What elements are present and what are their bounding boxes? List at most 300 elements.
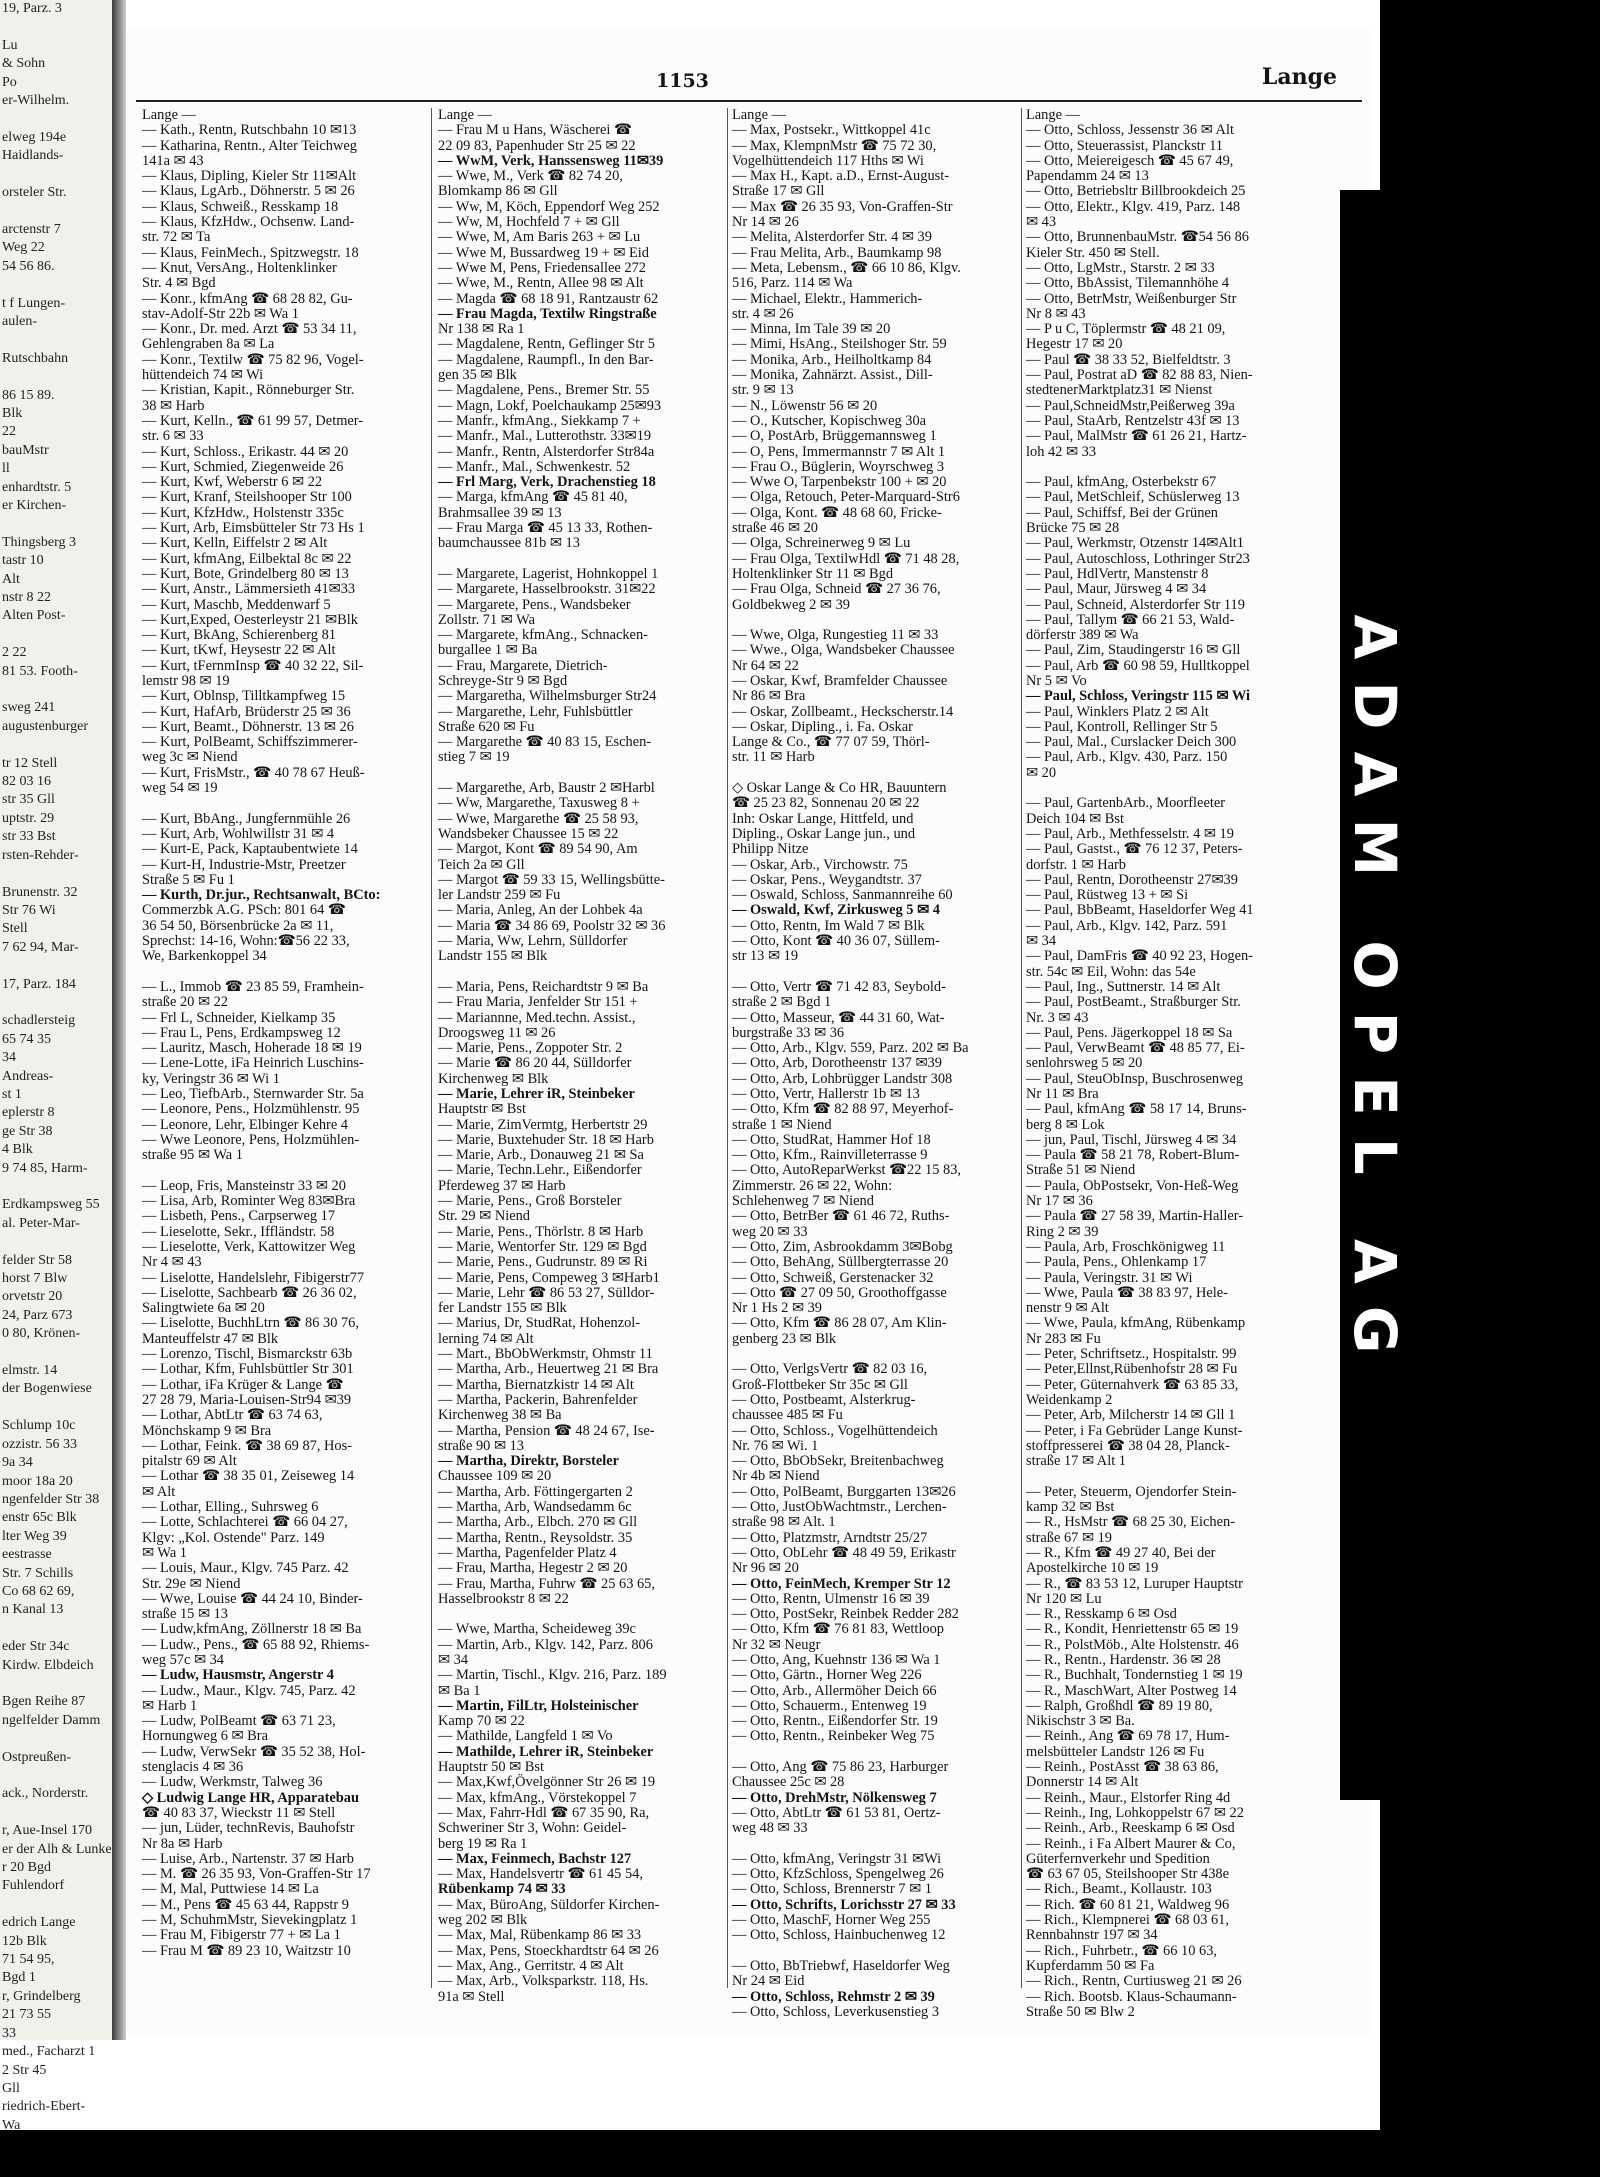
directory-entry-line: — Martha, Arb. Föttingergarten 2 xyxy=(438,1483,633,1500)
previous-page-line: Kirdw. Elbdeich xyxy=(2,1657,94,1673)
directory-entry-line: — Otto, Kfm., Rainvilleterrasse 9 xyxy=(732,1147,928,1164)
directory-entry-line: — Minna, Im Tale 39 ✉ 20 xyxy=(732,321,891,338)
previous-page-line xyxy=(0,1730,112,1748)
directory-entry-line: — Monika, Zahnärzt. Assist., Dill- xyxy=(732,367,933,384)
directory-entry-line: straße 2 ✉ Bgd 1 xyxy=(732,994,832,1011)
directory-entry-line: stoffpresserei ☎ 38 04 28, Planck- xyxy=(1026,1437,1230,1454)
directory-entry-line: — Lieselotte, Verk, Kattowitzer Weg xyxy=(142,1238,356,1255)
directory-entry-line: — Wwe, Paula, kfmAng, Rübenkamp xyxy=(1026,1315,1246,1332)
directory-entry-line: — Ludw, VerwSekr ☎ 35 52 38, Hol- xyxy=(142,1743,366,1760)
directory-entry-line: — Peter, Steuerm, Ojendorfer Stein- xyxy=(1026,1483,1237,1500)
directory-entry-line: Papendamm 24 ✉ 13 xyxy=(1026,168,1149,185)
previous-page-line: 2 Str 45 xyxy=(2,2062,47,2078)
directory-entry-line: — Rich., Beamt., Kollaustr. 103 xyxy=(1026,1881,1212,1898)
directory-entry-line: — Oskar, Arb., Virchowstr. 75 xyxy=(732,856,908,873)
directory-entry-line: — Otto, Kfm ☎ 86 28 07, Am Klin- xyxy=(732,1315,947,1332)
directory-entry-line: — Lauritz, Masch, Hoherade 18 ✉ 19 xyxy=(142,1040,362,1057)
advertisement-text: ADAM OPEL AG xyxy=(1340,190,1410,1800)
directory-entry-line: — Otto, LgMstr., Starstr. 2 ✉ 33 xyxy=(1026,259,1215,276)
directory-entry-line: — Marie, Pens., Gudrunstr. 89 ✉ Ri xyxy=(438,1254,648,1271)
directory-entry-line: — M. ☎ 26 35 93, Von-Graffen-Str 17 xyxy=(142,1866,371,1883)
previous-page-line xyxy=(0,1620,112,1638)
directory-entry-line: — Kurt, Arb, Eimsbütteler Str 73 Hs 1 xyxy=(142,520,365,537)
directory-entry-line: — Meta, Lebensm., ☎ 66 10 86, Klgv. xyxy=(732,259,961,276)
directory-entry-line: Güterfernverkehr und Spedition xyxy=(1026,1850,1210,1867)
previous-page-line xyxy=(0,1675,112,1693)
previous-page-line: Fuhlendorf xyxy=(2,1878,65,1894)
previous-page-line: t f Lungen- xyxy=(2,295,65,311)
directory-entry-line: — Reinh., Ang ☎ 69 78 17, Hum- xyxy=(1026,1728,1230,1745)
directory-entry-line: — Otto, Masseur, ☎ 44 31 60, Wat- xyxy=(732,1009,945,1026)
directory-entry-line: — Marga, kfmAng ☎ 45 81 40, xyxy=(438,489,628,506)
directory-entry-line: — Paul, Maur, Jürsweg 4 ✉ 34 xyxy=(1026,581,1207,598)
directory-entry-line: kamp 32 ✉ Bst xyxy=(1026,1499,1115,1516)
directory-entry-line: — Ww, M, Hochfeld 7 + ✉ Gll xyxy=(438,214,620,231)
directory-entry-line: — Max, Fahrr-Hdl ☎ 67 35 90, Ra, xyxy=(438,1804,650,1821)
directory-entry-line: — Martha, Arb., Elbch. 270 ✉ Gll xyxy=(438,1514,638,1531)
directory-entry-line: — Lothar, Kfm, Fuhlsbüttler Str 301 xyxy=(142,1361,354,1378)
directory-entry-line: — Magdalene, Pens., Bremer Str. 55 xyxy=(438,382,650,399)
directory-entry-line: Nr. 3 ✉ 43 xyxy=(1026,1009,1089,1026)
directory-entry-line: Nr 14 ✉ 26 xyxy=(732,214,799,231)
previous-page-line: ngelfelder Damm xyxy=(2,1712,101,1728)
previous-page-line: 21 73 55 xyxy=(2,2007,51,2023)
directory-entry-line: str. 9 ✉ 13 xyxy=(732,382,794,399)
directory-page xyxy=(126,30,1372,2035)
previous-page-line: ack., Norderstr. xyxy=(2,1786,89,1802)
previous-page-line: rsten-Rehder- xyxy=(2,847,79,863)
directory-entry-line: — Kurt, HafArb, Brüderstr 25 ✉ 36 xyxy=(142,703,351,720)
directory-entry-line: — Otto, Schauerm., Entenweg 19 xyxy=(732,1697,927,1714)
directory-entry-line: — R., PolstMöb., Alte Holstenstr. 46 xyxy=(1026,1636,1239,1653)
directory-entry-line: Gehlengraben 8a ✉ La xyxy=(142,336,275,353)
directory-entry-line: — Otto, Arb., Allermöher Deich 66 xyxy=(732,1682,937,1699)
directory-entry-line: — Otto, Kfm ☎ 76 81 83, Wettloop xyxy=(732,1621,944,1638)
directory-entry-line: straße 98 ✉ Alt. 1 xyxy=(732,1514,836,1531)
directory-entry-line: ✉ Harb 1 xyxy=(142,1697,198,1714)
previous-page-line xyxy=(0,1399,112,1417)
directory-entry-line: Hauptstr 50 ✉ Bst xyxy=(438,1759,544,1776)
directory-entry-line: — Kurt, Arb, Wohlwillstr 31 ✉ 4 xyxy=(142,825,335,842)
directory-entry-line xyxy=(732,1347,1018,1362)
directory-entry-line: str. 6 ✉ 33 xyxy=(142,428,204,445)
directory-entry-line: — Lothar, Feink. ☎ 38 69 87, Hos- xyxy=(142,1437,353,1454)
directory-entry-line: — Wwe Leonore, Pens, Holzmühlen- xyxy=(142,1131,360,1148)
directory-entry-line: — Kurt, Bote, Grindelberg 80 ✉ 13 xyxy=(142,565,349,582)
directory-entry-line: — Paul, Gastst., ☎ 76 12 37, Peters- xyxy=(1026,841,1243,858)
directory-entry-line: lemstr 98 ✉ 19 xyxy=(142,672,230,689)
directory-entry-line: — Marie, Pens, Compeweg 3 ✉Harb1 xyxy=(438,1269,660,1286)
directory-entry-line: — Wwe, Margarethe ☎ 25 58 93, xyxy=(438,810,639,827)
directory-entry-line: — Oskar, Dipling., i. Fa. Oskar xyxy=(732,718,913,735)
directory-entry-line: str. 11 ✉ Harb xyxy=(732,749,815,766)
directory-entry-line: — Paul, Arb ☎ 60 98 59, Hulltkoppel xyxy=(1026,657,1250,674)
directory-entry-line: — Frau Melita, Arb., Baumkamp 98 xyxy=(732,244,942,261)
directory-entry-line: Donnerstr 14 ✉ Alt xyxy=(1026,1774,1139,1791)
directory-entry-line: — Wwe, Paula ☎ 38 83 97, Hele- xyxy=(1026,1284,1228,1301)
directory-entry-line: — Reinh., Arb., Reeskamp 6 ✉ Osd xyxy=(1026,1820,1235,1837)
directory-entry-line: — Melita, Alsterdorfer Str. 4 ✉ 39 xyxy=(732,229,932,246)
directory-entry-line: Dipling., Oskar Lange jun., und xyxy=(732,825,916,842)
directory-entry-line: — Paul, Tallym ☎ 66 21 53, Wald- xyxy=(1026,611,1235,628)
directory-entry-line: ◇ Ludwig Lange HR, Apparatebau xyxy=(142,1789,359,1806)
directory-entry-line: — Otto, Ang, Kuehnstr 136 ✉ Wa 1 xyxy=(732,1651,941,1668)
directory-entry-line: — Liselotte, Handelslehr, Fibigerstr77 xyxy=(142,1269,365,1286)
directory-entry-line: — Otto, KfzSchloss, Spengelweg 26 xyxy=(732,1866,944,1883)
previous-page-line: aulen- xyxy=(2,313,37,329)
directory-entry-line: — Martha, Direktr, Borsteler xyxy=(438,1453,620,1470)
directory-entry-line: — Frau L, Pens, Erdkampsweg 12 xyxy=(142,1024,341,1041)
directory-entry-line: Lange — xyxy=(732,107,786,123)
previous-page-line: 7 62 94, Mar- xyxy=(2,939,79,955)
directory-entry-line: — Martha, Rentn., Reysoldstr. 35 xyxy=(438,1529,633,1546)
directory-entry-line: — R., Kfm ☎ 49 27 40, Bei der xyxy=(1026,1544,1216,1561)
directory-entry-line xyxy=(438,766,724,781)
directory-entry-line: — Peter,Ellnst,Rübenhofstr 28 ✉ Fu xyxy=(1026,1361,1238,1378)
directory-entry-line: — Leonore, Pens., Holzmühlenstr. 95 xyxy=(142,1101,360,1118)
directory-entry-line: — Max, BüroAng, Süldorfer Kirchen- xyxy=(438,1896,660,1913)
directory-entry-line: ✉ 34 xyxy=(438,1651,469,1668)
previous-page-line: felder Str 58 xyxy=(2,1252,72,1268)
directory-entry-line: Apostelkirche 10 ✉ 19 xyxy=(1026,1560,1159,1577)
directory-entry-line: — Paul, Schloss, Veringstr 115 ✉ Wi xyxy=(1026,688,1250,705)
directory-entry-line: nenstr 9 ✉ Alt xyxy=(1026,1300,1109,1317)
directory-entry-line xyxy=(732,1837,1018,1852)
previous-page-line xyxy=(0,994,112,1012)
directory-entry-line: — Otto, Schloss, Leverkusenstieg 3 xyxy=(732,2003,940,2020)
previous-page-line: Brunenstr. 32 xyxy=(2,884,78,900)
directory-entry-line: — Otto, JustObWachtmstr., Lerchen- xyxy=(732,1499,947,1516)
directory-entry-line: Nr 4b ✉ Niend xyxy=(732,1468,820,1485)
directory-entry-line: — Kurt-E, Pack, Kaptaubentwiete 14 xyxy=(142,841,358,858)
directory-entry-line: Nr 283 ✉ Fu xyxy=(1026,1330,1101,1347)
directory-entry-line: — Lorenzo, Tischl, Bismarckstr 63b xyxy=(142,1346,353,1363)
previous-page-line xyxy=(0,1178,112,1196)
directory-entry-line: Nr. 76 ✉ Wi. 1 xyxy=(732,1437,819,1454)
scan-background-right xyxy=(1380,0,1600,2177)
previous-page-line: elweg 194e xyxy=(2,129,67,145)
previous-page-line: sweg 241 xyxy=(2,700,56,716)
directory-entry-line: — Max, Handelsvertr ☎ 61 45 54, xyxy=(438,1866,643,1883)
directory-entry-line: 38 ✉ Harb xyxy=(142,397,205,414)
previous-page-line xyxy=(0,331,112,349)
previous-page-line: Bgd 1 xyxy=(2,1970,36,1986)
directory-entry-line: straße 90 ✉ 13 xyxy=(438,1437,524,1454)
previous-page-line: 0 80, Krönen- xyxy=(2,1326,81,1342)
directory-entry-line: — Paul, Ing., Suttnerstr. 14 ✉ Alt xyxy=(1026,978,1221,995)
directory-entry-line xyxy=(732,613,1018,628)
previous-page-line: eplerstr 8 xyxy=(2,1105,55,1121)
directory-entry-line: — Otto, Rentn., Eißendorfer Str. 19 xyxy=(732,1713,938,1730)
previous-page-line: r, Grindelberg xyxy=(2,1988,81,2004)
directory-entry-line: ✉ 43 xyxy=(1026,214,1057,231)
directory-entry-line: — Oskar, Pens., Weygandtstr. 37 xyxy=(732,871,922,888)
directory-entry-line: ler Landstr 259 ✉ Fu xyxy=(438,887,561,904)
previous-page-line xyxy=(0,202,112,220)
directory-entry-line: — Marie, Pens., Zoppoter Str. 2 xyxy=(438,1040,623,1057)
directory-entry-line xyxy=(438,552,724,567)
directory-entry-line: — Lothar, Elling., Suhrsweg 6 xyxy=(142,1499,319,1516)
directory-entry-line xyxy=(732,1944,1018,1959)
previous-page-line xyxy=(0,368,112,386)
directory-entry-line: Straße 50 ✉ Blw 2 xyxy=(1026,2003,1135,2020)
directory-entry-line: — Olga, Kont. ☎ 48 68 60, Fricke- xyxy=(732,504,942,521)
directory-entry-line: Kirchenweg 38 ✉ Ba xyxy=(438,1407,562,1424)
directory-entry-line: — Max, Arb., Volksparkstr. 118, Hs. xyxy=(438,1973,649,1990)
previous-page-line xyxy=(0,18,112,36)
previous-page-line: n Kanal 13 xyxy=(2,1602,64,1618)
previous-page-line: bauMstr xyxy=(2,442,49,458)
directory-entry-line: — Margot, Kont ☎ 89 54 90, Am xyxy=(438,841,638,858)
previous-page-line: 54 56 86. xyxy=(2,258,55,274)
column-divider xyxy=(727,108,728,1988)
previous-page-line: er der Alh & Lunke xyxy=(2,1841,112,1857)
directory-entry-line: — Paul, kfmAng, Osterbekstr 67 xyxy=(1026,474,1217,491)
directory-entry-line: Lange & Co., ☎ 77 07 59, Thörl- xyxy=(732,734,930,751)
directory-entry-line xyxy=(1026,460,1312,475)
directory-entry-line: — Otto, BbObSekr, Breitenbachweg xyxy=(732,1453,944,1470)
directory-entry-line: — Paul, Autoschloss, Lothringer Str23 xyxy=(1026,550,1250,567)
directory-entry-line: Hegestr 17 ✉ 20 xyxy=(1026,336,1123,353)
previous-page-line: Lu xyxy=(2,37,18,53)
directory-entry-line: — Kurt, FrisMstr., ☎ 40 78 67 Heuß- xyxy=(142,764,365,781)
directory-entry-line: Sprechst: 14-16, Wohn:☎56 22 33, xyxy=(142,933,350,950)
directory-entry-line: — M., Pens ☎ 45 63 44, Rappstr 9 xyxy=(142,1896,350,1913)
directory-entry-line: — Oskar, Kwf, Bramfelder Chaussee xyxy=(732,672,948,689)
directory-entry-line: ky, Veringstr 36 ✉ Wi 1 xyxy=(142,1070,280,1087)
directory-entry-line: — Frau M ☎ 89 23 10, Waitzstr 10 xyxy=(142,1942,351,1959)
directory-entry-line: — Manfr., kfmAng., Siekkamp 7 + xyxy=(438,412,641,429)
directory-entry-line: — Frau O., Büglerin, Woyrschweg 3 xyxy=(732,458,945,475)
directory-entry-line: — Peter, Arb, Milcherstr 14 ✉ Gll 1 xyxy=(1026,1407,1236,1424)
directory-entry-line: — Kath., Rentn, Rutschbahn 10 ✉13 xyxy=(142,122,357,139)
directory-entry-line: Straße 17 ✉ Gll xyxy=(732,183,825,200)
directory-entry-line: Schreyge-Str 9 ✉ Bgd xyxy=(438,672,568,689)
directory-entry-line: — Paul, DamFris ☎ 40 92 23, Hogen- xyxy=(1026,948,1253,965)
previous-page-line: ge Str 38 xyxy=(2,1123,53,1139)
directory-entry-line: Philipp Nitze xyxy=(732,841,809,858)
directory-entry-line: — Paul, Arb., Klgv. 142, Parz. 591 xyxy=(1026,917,1228,934)
directory-entry-line: — Paul, Werkmstr, Otzenstr 14✉Alt1 xyxy=(1026,535,1244,552)
page-header xyxy=(126,30,1372,115)
directory-entry-line xyxy=(142,965,428,980)
previous-page-line: 2 22 xyxy=(2,645,27,661)
previous-page-line: enstr 65c Blk xyxy=(2,1510,77,1526)
previous-page-line xyxy=(0,626,112,644)
directory-entry-line: genberg 23 ✉ Blk xyxy=(732,1330,837,1347)
directory-entry-line: — Otto, Schloss, Brennerstr 7 ✉ 1 xyxy=(732,1881,932,1898)
directory-entry-line: — Peter, Schriftsetz., Hospitalstr. 99 xyxy=(1026,1346,1237,1363)
directory-entry-line: — O, PostArb, Brüggemannsweg 1 xyxy=(732,428,937,445)
directory-entry-line: — Otto, Arb, Dorotheenstr 137 ✉39 xyxy=(732,1055,942,1072)
directory-entry-line: Weidenkamp 2 xyxy=(1026,1391,1113,1408)
directory-entry-line: — Max, Ang., Gerritstr. 4 ✉ Alt xyxy=(438,1957,624,1974)
directory-entry-line: Brahmsallee 39 ✉ 13 xyxy=(438,504,562,521)
directory-entry-line: — Otto, ObLehr ☎ 48 49 59, Erikastr xyxy=(732,1544,956,1561)
previous-page-line: er-Wilhelm. xyxy=(2,93,70,109)
directory-entry-line: — Otto, Rentn, Im Wald 7 ✉ Blk xyxy=(732,917,925,934)
directory-entry-line: — Paula, Arb, Froschkönigweg 11 xyxy=(1026,1238,1226,1255)
directory-entry-line: — Frau Magda, Textilw Ringstraße xyxy=(438,305,657,322)
directory-entry-line: — Manfr., Rentn, Alsterdorfer Str84a xyxy=(438,443,655,460)
directory-entry-line: — Mariannne, Med.techn. Assist., xyxy=(438,1009,636,1026)
directory-entry-line: — Otto, Rentn, Ulmenstr 16 ✉ 39 xyxy=(732,1590,930,1607)
directory-entry-line: — Paul, StaArb, Rentzelstr 43f ✉ 13 xyxy=(1026,412,1240,429)
directory-entry-line: berg 19 ✉ Ra 1 xyxy=(438,1835,528,1852)
previous-page-line: Haidlands- xyxy=(2,148,64,164)
directory-entry-line: ✉ Ba 1 xyxy=(438,1682,481,1699)
directory-entry-line: — R., ☎ 83 53 12, Luruper Hauptstr xyxy=(1026,1575,1243,1592)
previous-page-line: 9a 34 xyxy=(2,1455,33,1471)
previous-page-line: orsteler Str. xyxy=(2,185,67,201)
directory-entry-line: — Wwe O, Tarpenbekstr 100 + ✉ 20 xyxy=(732,474,947,491)
previous-page-line: med., Facharzt 1 xyxy=(2,2044,96,2060)
previous-page-line: Alt xyxy=(2,571,20,587)
directory-entry-line: straße 15 ✉ 13 xyxy=(142,1606,228,1623)
previous-page-line: Blk xyxy=(2,405,23,421)
directory-entry-line: — Otto, Kfm ☎ 82 88 97, Meyerhof- xyxy=(732,1101,954,1118)
directory-entry-line: — Leo, TiefbArb., Sternwarder Str. 5a xyxy=(142,1086,364,1102)
directory-column-3 xyxy=(732,108,1018,2028)
directory-entry-line: — Max H., Kapt. a.D., Ernst-August- xyxy=(732,168,950,185)
directory-entry-line: — Magdalene, Rentn, Geflinger Str 5 xyxy=(438,336,656,353)
directory-entry-line: — Lene-Lotte, iFa Heinrich Luschins- xyxy=(142,1055,364,1072)
directory-entry-line: — Otto, BrunnenbauMstr. ☎54 56 86 xyxy=(1026,229,1249,246)
directory-entry-line: — Rich., Klempnerei ☎ 68 03 61, xyxy=(1026,1912,1229,1929)
directory-entry-line: — Martha, Biernatzkistr 14 ✉ Alt xyxy=(438,1376,634,1393)
directory-entry-line: weg 48 ✉ 33 xyxy=(732,1820,808,1837)
directory-entry-line: — Ww, M, Köch, Eppendorf Weg 252 xyxy=(438,198,660,215)
directory-entry-line: Kupferdamm 50 ✉ Fa xyxy=(1026,1957,1155,1974)
previous-page-line: uptstr. 29 xyxy=(2,810,55,826)
directory-entry-line: — R., Kondit, Henriettenstr 65 ✉ 19 xyxy=(1026,1621,1239,1638)
directory-entry-line: — Magn, Lokf, Poelchaukamp 25✉93 xyxy=(438,397,662,414)
directory-entry-line: weg 20 ✉ 33 xyxy=(732,1223,808,1240)
directory-entry-line: — Marie, Pens., Groß Borsteler xyxy=(438,1193,622,1210)
directory-entry-line: — Martha, Arb., Heuertweg 21 ✉ Bra xyxy=(438,1361,659,1378)
directory-entry-line: — Paul, SteuObInsp, Buschrosenweg xyxy=(1026,1070,1244,1087)
directory-entry-line: — P u C, Töplermstr ☎ 48 21 09, xyxy=(1026,321,1226,338)
directory-entry-line: Nr 8 ✉ 43 xyxy=(1026,305,1086,322)
directory-entry-line: — Otto, StudRat, Hammer Hof 18 xyxy=(732,1131,931,1148)
directory-entry-line: — WwM, Verk, Hanssensweg 11✉39 xyxy=(438,152,664,169)
directory-entry-line: — Paul, PostBeamt., Straßburger Str. xyxy=(1026,994,1241,1011)
directory-entry-line: — Luise, Arb., Nartenstr. 37 ✉ Harb xyxy=(142,1850,354,1867)
directory-entry-line: — Liselotte, Sachbearb ☎ 26 36 02, xyxy=(142,1284,357,1301)
directory-entry-line: — Otto, Meiereigesch ☎ 45 67 49, xyxy=(1026,152,1234,169)
directory-entry-line: — Otto, AutoReparWerkst ☎22 15 83, xyxy=(732,1162,962,1179)
directory-entry-line: — Ludw, Hausmstr, Angerstr 4 xyxy=(142,1667,334,1684)
directory-entry-line: Manteuffelstr 47 ✉ Blk xyxy=(142,1330,279,1347)
directory-entry-line: stav-Adolf-Str 22b ✉ Wa 1 xyxy=(142,305,299,322)
directory-entry-line: — Frau M, Fibigerstr 77 + ✉ La 1 xyxy=(142,1927,341,1944)
directory-entry-line: Nr 5 ✉ Vo xyxy=(1026,672,1087,689)
directory-entry-line: — Kurt, kfmAng, Eilbektal 8c ✉ 22 xyxy=(142,550,352,567)
directory-entry-line: dörferstr 389 ✉ Wa xyxy=(1026,627,1139,644)
previous-page-line xyxy=(0,515,112,533)
directory-entry-line: — Reinh., Maur., Elstorfer Ring 4d xyxy=(1026,1789,1231,1806)
directory-entry-line: — Frau Maria, Jenfelder Str 151 + xyxy=(438,994,638,1011)
directory-entry-line: — Kurt, BkAng, Schierenberg 81 xyxy=(142,627,336,644)
directory-entry-line: — Klaus, LgArb., Döhnerstr. 5 ✉ 26 xyxy=(142,183,355,200)
directory-entry-line: str. 72 ✉ Ta xyxy=(142,229,211,246)
previous-page-line: str 33 Bst xyxy=(2,829,56,845)
directory-entry-line: weg 54 ✉ 19 xyxy=(142,780,218,797)
previous-page-line: enhardtstr. 5 xyxy=(2,479,72,495)
previous-page-line: eder Str 34c xyxy=(2,1639,70,1655)
directory-entry-line: Holtenklinker Str 11 ✉ Bgd xyxy=(732,565,894,582)
directory-entry-line: — Max, KlempnMstr ☎ 75 72 30, xyxy=(732,137,937,154)
directory-entry-line: weg 202 ✉ Blk xyxy=(438,1912,528,1929)
directory-entry-line: Hornungweg 6 ✉ Bra xyxy=(142,1728,268,1745)
previous-page-line: 19, Parz. 3 xyxy=(2,1,62,16)
directory-entry-line: Chaussee 25c ✉ 28 xyxy=(732,1774,845,1791)
directory-entry-line: — Margarethe ☎ 40 83 15, Eschen- xyxy=(438,734,652,751)
directory-entry-line: Nr 1 Hs 2 ✉ 39 xyxy=(732,1300,823,1317)
directory-entry-line: chaussee 485 ✉ Fu xyxy=(732,1407,843,1424)
directory-entry-line: — Ludw, Werkmstr, Talweg 36 xyxy=(142,1774,323,1791)
directory-entry-line: — Otto ☎ 27 09 50, Groothoffgasse xyxy=(732,1284,947,1301)
directory-entry-line: — Mimi, HsAng., Steilshoger Str. 59 xyxy=(732,336,947,353)
directory-entry-line: — Knut, VersAng., Holtenklinker xyxy=(142,259,337,276)
directory-entry-line: — Marie ☎ 86 20 44, Sülldorfer xyxy=(438,1055,632,1072)
previous-page-line xyxy=(0,736,112,754)
previous-page-line: Po xyxy=(2,74,17,90)
previous-page-edge xyxy=(0,0,115,2133)
directory-entry-line: — Otto, BehAng, Süllbergterrasse 20 xyxy=(732,1254,949,1271)
directory-entry-line: — Marie, Lehr ☎ 86 53 27, Sülldor- xyxy=(438,1284,655,1301)
directory-entry-line: — Olga, Schreinerweg 9 ✉ Lu xyxy=(732,535,911,552)
previous-page-line: Gll xyxy=(2,2080,20,2096)
directory-entry-line: We, Barkenkoppel 34 xyxy=(142,948,267,965)
previous-page-line: st 1 xyxy=(2,1086,22,1102)
previous-page-line: 34 xyxy=(2,1050,16,1066)
directory-entry-line: — Kurt, Kelln., ☎ 61 99 57, Detmer- xyxy=(142,412,364,429)
directory-entry-line: Chaussee 109 ✉ 20 xyxy=(438,1468,552,1485)
directory-entry-line: weg 3c ✉ Niend xyxy=(142,749,238,766)
directory-entry-line: — Kurt, Schloss., Erikastr. 44 ✉ 20 xyxy=(142,443,349,460)
directory-entry-line: — Martha, Pagenfelder Platz 4 xyxy=(438,1544,617,1561)
directory-entry-line: ✉ Wa 1 xyxy=(142,1544,188,1561)
directory-entry-line: — Max, Feinmech, Bachstr 127 xyxy=(438,1850,632,1867)
directory-entry-line: — Max, Mal, Rübenkamp 86 ✉ 33 xyxy=(438,1927,642,1944)
directory-entry-line: — Ludw,kfmAng, Zöllnerstr 18 ✉ Ba xyxy=(142,1621,362,1638)
directory-entry-line: — Marius, Dr, StudRat, Hohenzol- xyxy=(438,1315,641,1332)
directory-entry-line: — Kurt, Kwf, Weberstr 6 ✉ 22 xyxy=(142,474,323,491)
directory-entry-line: — Otto, DrehMstr, Nölkensweg 7 xyxy=(732,1789,937,1806)
directory-entry-line: melsbütteler Landstr 126 ✉ Fu xyxy=(1026,1743,1205,1760)
directory-entry-line: Goldbekweg 2 ✉ 39 xyxy=(732,596,850,613)
advertisement-strip xyxy=(1340,190,1410,1800)
directory-entry-line: Lange — xyxy=(1026,107,1080,123)
previous-page-line: Stell xyxy=(2,921,28,937)
directory-entry-line: ✉ 34 xyxy=(1026,933,1057,950)
directory-entry-line: — Manfr., Mal., Schwenkestr. 52 xyxy=(438,458,631,475)
directory-entry-line: — Marie, Techn.Lehr., Eißendorfer xyxy=(438,1162,642,1179)
directory-entry-line: — Paul, HdlVertr, Manstenstr 8 xyxy=(1026,565,1209,582)
directory-entry-line: senlohrsweg 5 ✉ 20 xyxy=(1026,1055,1143,1072)
directory-entry-line: loh 42 ✉ 33 xyxy=(1026,443,1097,460)
directory-entry-line: str. 54c ✉ Eil, Wohn: das 54e xyxy=(1026,963,1196,980)
directory-entry-line: — Margarete, Pens., Wandsbeker xyxy=(438,596,631,613)
directory-entry-line: — Otto, Schloss., Vogelhüttendeich xyxy=(732,1422,938,1439)
directory-entry-line: baumchaussee 81b ✉ 13 xyxy=(438,535,580,552)
directory-entry-line: — Lotte, Schlachterei ☎ 66 04 27, xyxy=(142,1514,348,1531)
previous-page-line xyxy=(0,957,112,975)
directory-entry-line: — Paul, Pens. Jägerkoppel 18 ✉ Sa xyxy=(1026,1024,1233,1041)
directory-entry-line: — Frau, Margarete, Dietrich- xyxy=(438,657,608,674)
directory-entry-line: — Otto, VerlgsVertr ☎ 82 03 16, xyxy=(732,1361,928,1378)
